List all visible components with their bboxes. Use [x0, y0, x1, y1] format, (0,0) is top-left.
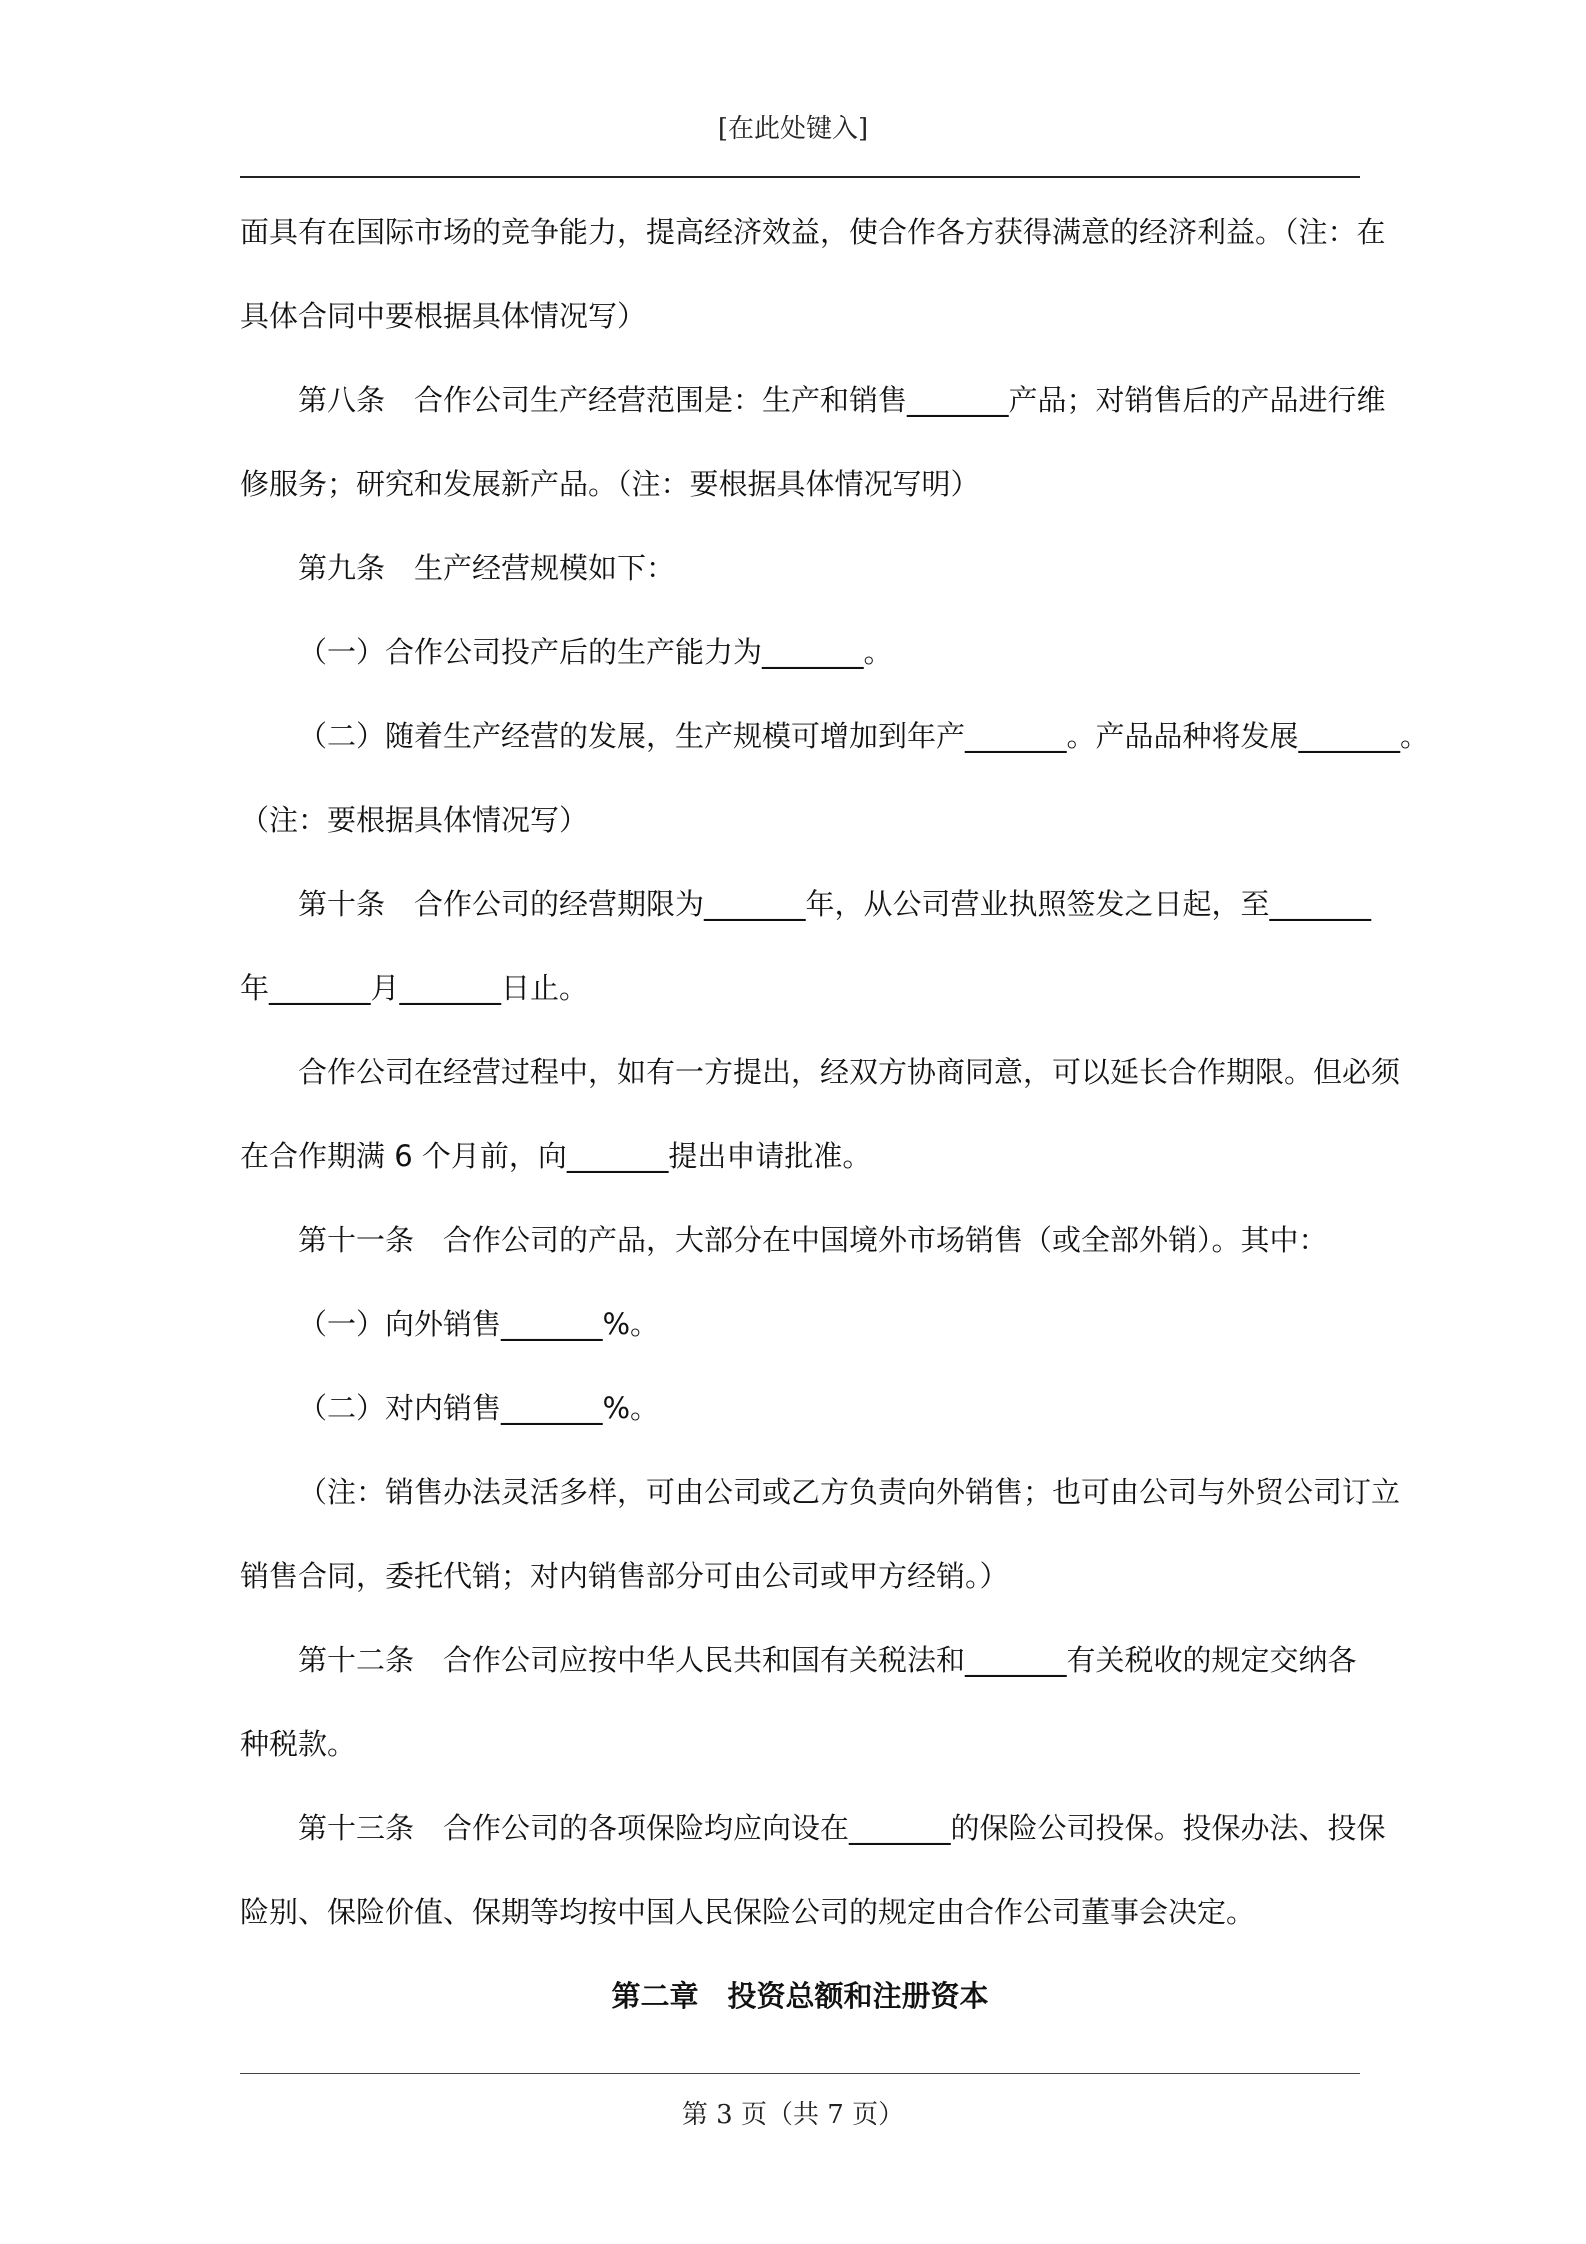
- body-line: 第十一条 合作公司的产品，大部分在中国境外市场销售（或全部外销）。其中：: [298, 1223, 1328, 1257]
- body-line: 面具有在国际市场的竞争能力，提高经济效益，使合作各方获得满意的经济利益。（注：在: [240, 215, 1386, 249]
- body-line: 在合作期满 6 个月前，向_______提出申请批准。: [240, 1139, 872, 1173]
- body-line: （二）随着生产经营的发展，生产规模可增加到年产_______。产品品种将发展_______。: [298, 719, 1430, 753]
- document-body: [240, 200, 1430, 2048]
- body-line: 种税款。: [240, 1727, 357, 1761]
- body-line: 年_______月_______日止。: [240, 971, 589, 1005]
- body-line: （注：要根据具体情况写）: [240, 803, 589, 837]
- body-line: 第十三条 合作公司的各项保险均应向设在_______的保险公司投保。投保办法、投保: [298, 1811, 1386, 1845]
- body-line: （二）对内销售_______%。: [298, 1391, 660, 1425]
- body-line: 险别、保险价值、保期等均按中国人民保险公司的规定由合作公司董事会决定。: [240, 1895, 1256, 1929]
- body-line: 第十条 合作公司的经营期限为_______年，从公司营业执照签发之日起，至_______: [298, 887, 1372, 921]
- body-line: （一）合作公司投产后的生产能力为_______。: [298, 635, 893, 669]
- header-divider: [240, 176, 1360, 178]
- page-header: [在此处键入]: [717, 114, 869, 144]
- body-line: 第八条 合作公司生产经营范围是：生产和销售_______产品；对销售后的产品进行维: [298, 383, 1386, 417]
- body-line: 修服务；研究和发展新产品。（注：要根据具体情况写明）: [240, 467, 980, 501]
- body-line: （注：销售办法灵活多样，可由公司或乙方负责向外销售；也可由公司与外贸公司订立: [298, 1475, 1401, 1509]
- body-line: 第九条 生产经营规模如下：: [298, 551, 676, 585]
- body-line: 合作公司在经营过程中，如有一方提出，经双方协商同意，可以延长合作期限。但必须: [298, 1055, 1401, 1089]
- body-line: 销售合同，委托代销；对内销售部分可由公司或甲方经销。）: [240, 1559, 1009, 1593]
- body-line: 第十二条 合作公司应按中华人民共和国有关税法和_______有关税收的规定交纳各: [298, 1643, 1357, 1677]
- chapter-heading: 第二章 投资总额和注册资本: [611, 1979, 989, 2013]
- body-line: （一）向外销售_______%。: [298, 1307, 660, 1341]
- footer-divider: [240, 2073, 1360, 2074]
- body-line: 具体合同中要根据具体情况写）: [240, 299, 647, 333]
- page-footer: 第 3 页（共 7 页）: [681, 2100, 905, 2130]
